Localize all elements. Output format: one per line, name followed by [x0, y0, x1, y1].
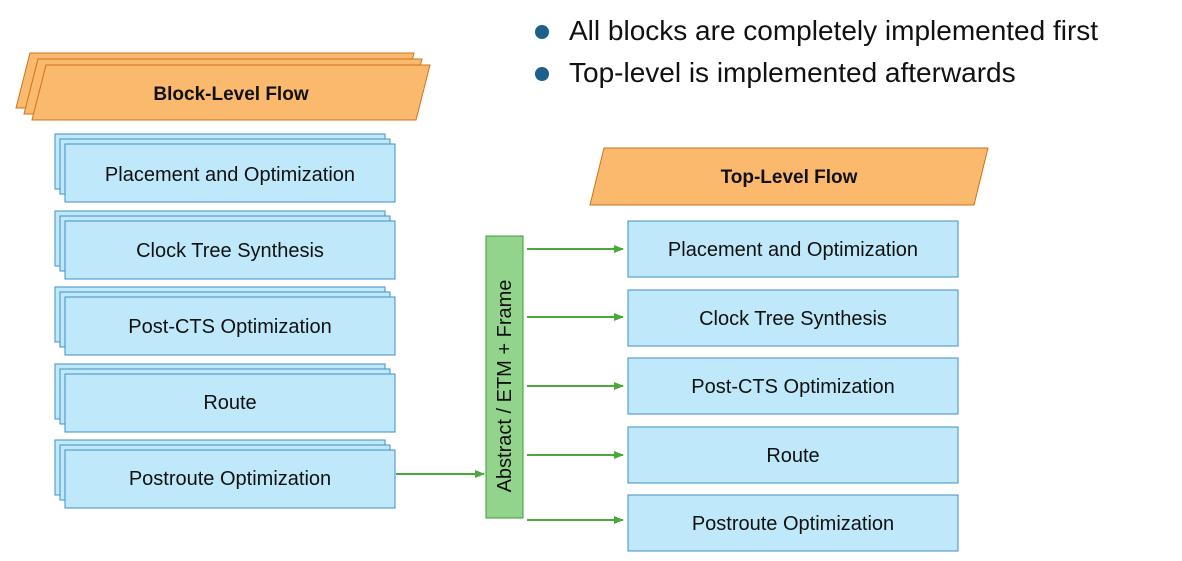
block-step	[55, 134, 395, 202]
block-step-label: Route	[203, 392, 257, 414]
block-step-label: Postroute Optimization	[128, 468, 332, 490]
top-step	[628, 290, 958, 346]
top-step	[628, 427, 958, 483]
top-step	[628, 495, 958, 551]
block-step-label: Post-CTS Optimization	[128, 316, 332, 338]
top-step-label: Clock Tree Synthesis	[699, 308, 887, 330]
top-step	[628, 358, 958, 414]
block-step	[55, 287, 395, 355]
abstract-bar	[486, 236, 523, 518]
top-step-label: Placement and Optimization	[667, 239, 919, 261]
bullet-text: All blocks are completely implemented first	[569, 15, 1099, 46]
bullet-text: Top-level is implemented afterwards	[569, 57, 1016, 88]
top-step-label: Postroute Optimization	[691, 513, 895, 535]
top-level-title: Top-Level Flow	[720, 167, 858, 188]
block-step-label: Clock Tree Synthesis	[136, 240, 324, 262]
block-step	[55, 364, 395, 432]
top-step-label: Post-CTS Optimization	[691, 376, 895, 398]
block-step	[55, 211, 395, 279]
top-step	[628, 221, 958, 277]
block-level-title: Block-Level Flow	[153, 84, 309, 105]
abstract-bar-label: Abstract / ETM + Frame	[494, 279, 516, 493]
block-level-header	[16, 53, 430, 120]
block-step-label: Placement and Optimization	[104, 164, 356, 186]
top-step-label: Route	[766, 445, 820, 467]
top-level-header	[590, 148, 988, 205]
block-step	[55, 440, 395, 508]
